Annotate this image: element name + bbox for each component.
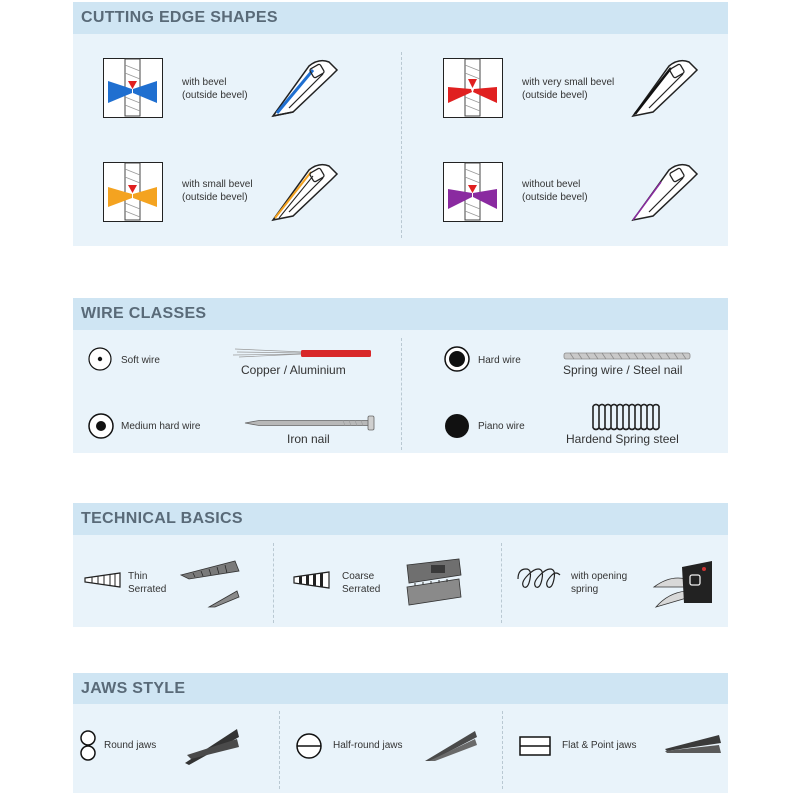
- spring-coil-icon: [516, 567, 562, 593]
- medium-hard-wire-label: Medium hard wire: [121, 421, 201, 432]
- piano-wire-label: Piano wire: [478, 421, 525, 432]
- round-jaws-image: [183, 725, 241, 767]
- piano-wire-icon: [444, 413, 470, 439]
- thin-serrated-label: Thin Serrated: [128, 571, 167, 595]
- bevel-diagram: [103, 58, 163, 118]
- bevel-label-2: with very small bevel (outside bevel): [522, 77, 615, 101]
- hard-wire-caption: Spring wire / Steel nail: [563, 363, 683, 377]
- half-round-jaws-icon: [296, 733, 322, 759]
- half-round-jaws-image: [423, 727, 479, 763]
- divider: [501, 543, 502, 623]
- medium-hard-wire-caption: Iron nail: [287, 432, 330, 446]
- bevel-label-4: without bevel (outside bevel): [522, 179, 588, 203]
- thin-serrated-icon: [84, 572, 122, 588]
- coarse-serrated-jaws-image: [405, 553, 463, 609]
- opening-spring-label: with opening spring: [571, 571, 628, 595]
- cutter-tip-image: [269, 56, 339, 122]
- jaws-style-title: JAWS STYLE: [73, 673, 728, 704]
- flat-point-jaws-image: [663, 731, 723, 759]
- half-round-jaws-label: Half-round jaws: [333, 740, 403, 751]
- divider: [401, 52, 402, 238]
- hard-wire-icon: [444, 346, 470, 372]
- flat-point-jaws-label: Flat & Point jaws: [562, 740, 637, 751]
- cutting-edge-title: CUTTING EDGE SHAPES: [73, 2, 728, 34]
- technical-basics-section: [73, 503, 728, 627]
- iron-nail-image: [243, 415, 379, 431]
- medium-hard-wire-icon: [88, 413, 114, 439]
- hard-wire-label: Hard wire: [478, 355, 521, 366]
- piano-wire-caption: Hardend Spring steel: [566, 432, 679, 446]
- bevel-label-1: with bevel (outside bevel): [182, 77, 248, 101]
- cutter-tip-image: [629, 160, 699, 226]
- bevel-diagram: [443, 162, 503, 222]
- coarse-serrated-icon: [293, 571, 331, 589]
- wire-classes-title: WIRE CLASSES: [73, 298, 728, 330]
- coarse-serrated-label: Coarse Serrated: [342, 571, 381, 595]
- cutter-tip-image: [629, 56, 699, 122]
- divider: [401, 338, 402, 450]
- soft-wire-caption: Copper / Aluminium: [241, 363, 346, 377]
- flat-point-jaws-icon: [519, 736, 551, 756]
- technical-basics-title: TECHNICAL BASICS: [73, 503, 728, 535]
- round-jaws-label: Round jaws: [104, 740, 157, 751]
- cutting-edge-section: [73, 2, 728, 246]
- bevel-label-3: with small bevel (outside bevel): [182, 179, 253, 203]
- soft-wire-icon: [88, 347, 112, 371]
- divider: [502, 711, 503, 789]
- wire-classes-section: [73, 298, 728, 453]
- bevel-diagram: [103, 162, 163, 222]
- cutter-tip-image: [269, 160, 339, 226]
- divider: [273, 543, 274, 623]
- round-jaws-icon: [79, 730, 97, 762]
- jaws-style-section: [73, 673, 728, 793]
- copper-wire-image: [233, 346, 373, 360]
- soft-wire-label: Soft wire: [121, 355, 160, 366]
- spring-image: [589, 402, 665, 432]
- thin-serrated-jaws-image: [179, 557, 241, 611]
- divider: [279, 711, 280, 789]
- steel-wire-image: [564, 351, 692, 361]
- bevel-diagram: [443, 58, 503, 118]
- opening-spring-cutter-image: [650, 557, 714, 611]
